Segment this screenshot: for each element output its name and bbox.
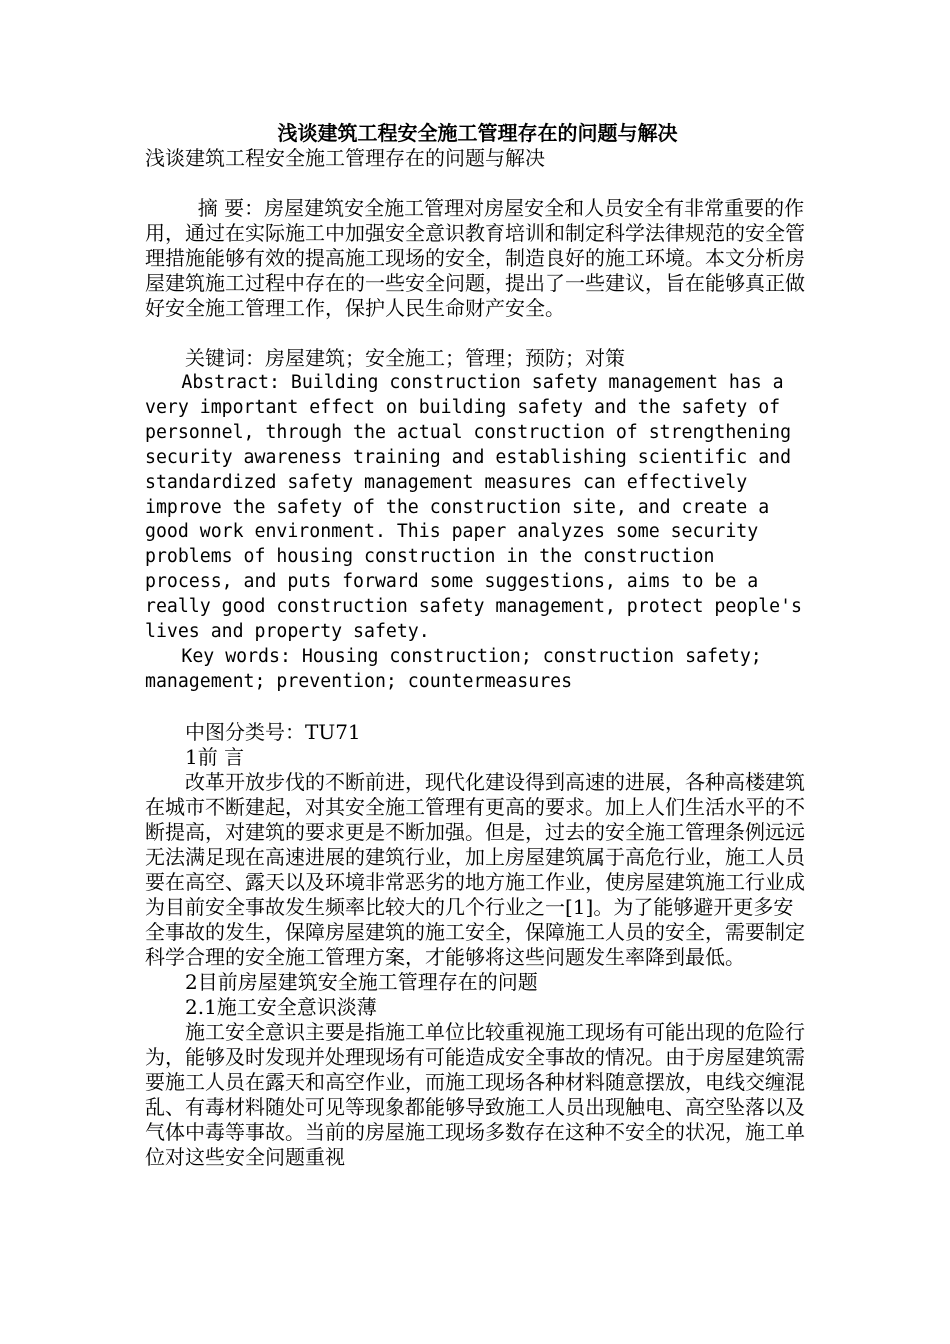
english-keywords: Key words: Housing construction; construction safety; management; prevention; countermeasures bbox=[145, 645, 773, 692]
section-2-heading: 2目前房屋建筑安全施工管理存在的问题 bbox=[185, 969, 538, 994]
classification-number: 中图分类号：TU71 bbox=[185, 719, 361, 744]
spacer bbox=[145, 321, 810, 346]
chinese-abstract: 摘 要：房屋建筑安全施工管理对房屋安全和人员安全有非常重要的作用，通过在实际施工中加强安全意识教育培训和制定科学法律规范的安全管理措施能够有效的提高施工现场的安全，制造良好的施工环境。本文分析房屋建筑施工过程中存在的一些安全问题，提出了一些建议，旨在能够真正做好安全施工管理工作，保护人民生命财产安全。 bbox=[145, 196, 805, 320]
document-title: 浅谈建筑工程安全施工管理存在的问题与解决 bbox=[277, 121, 678, 145]
section-1-heading: 1前 言 bbox=[185, 744, 245, 769]
section-2-1-body: 施工安全意识主要是指施工单位比较重视施工现场有可能出现的危险行为，能够及时发现并处理现场有可能造成安全事故的情况。由于房屋建筑需要施工人员在露天和高空作业，而施工现场各种材料随意摆放，电线交缠混乱、有毒材料随处可见等现象都能够导致施工人员出现触电、高空坠落以及气体中毒等事故。当前的房屋施工现场多数存在这种不安全的状况，施工单位对这些安全问题重视 bbox=[145, 1019, 805, 1169]
document-page bbox=[145, 112, 813, 1170]
chinese-keywords: 关键词：房屋建筑；安全施工；管理；预防；对策 bbox=[185, 346, 625, 370]
section-1-body: 改革开放步伐的不断前进，现代化建设得到高速的进展，各种高楼建筑在城市不断建起，对其安全施工管理有更高的要求。加上人们生活水平的不断提高，对建筑的要求更是不断加强。但是，过去的安全施工管理条例远远无法满足现在高速进展的建筑行业，加上房屋建筑属于高危行业，施工人员要在高空、露天以及环境非常恶劣的地方施工作业，使房屋建筑施工行业成为目前安全事故发生频率比较大的几个行业之一[1]。为了能够避开更多安全事故的发生，保障房屋建筑的施工安全，保障施工人员的安全，需要制定科学合理的安全施工管理方案，才能够将这些问题发生率降到最低。 bbox=[145, 769, 805, 969]
english-abstract: Abstract: Building construction safety management has a very important effect on building safety and the safety of personnel, through the actual construction of strengthening security awareness training and establishing scientific and standardized safety management measures can effectively improve the safety of the construction site, and create a good work environment. This paper analyzes some security problems of housing construction in the construction process, and puts forward some suggestions, aims to be a really good construction safety management, protect people's lives and property safety. bbox=[145, 372, 813, 643]
section-2-1-heading: 2.1施工安全意识淡薄 bbox=[185, 994, 377, 1019]
spacer bbox=[145, 695, 810, 720]
document-subtitle: 浅谈建筑工程安全施工管理存在的问题与解决 bbox=[145, 146, 545, 170]
spacer bbox=[145, 171, 810, 196]
